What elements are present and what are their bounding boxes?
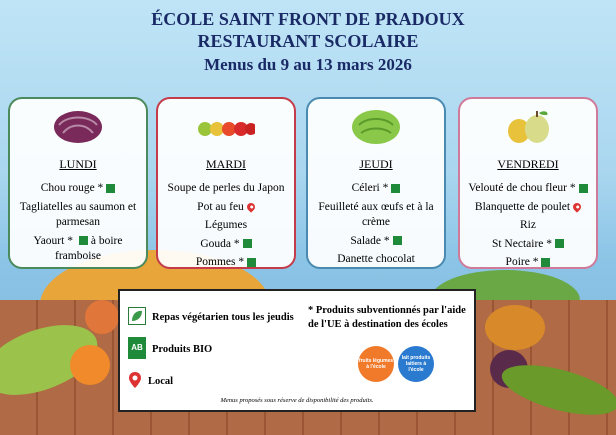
menu-items <box>308 181 444 271</box>
bio-icon <box>391 184 400 193</box>
bio-icon <box>247 258 256 267</box>
menu-item-text: Pommes * <box>195 256 245 268</box>
menu-items <box>10 181 146 268</box>
menu-items <box>158 181 294 274</box>
legend-bio: AB Produits BIO <box>128 337 212 362</box>
red-cabbage-icon <box>49 105 107 145</box>
bio-icon <box>579 184 588 193</box>
menu-item-text: Gouda * <box>200 237 240 250</box>
day-label: VENDREDI <box>497 157 559 171</box>
day-label: LUNDI <box>59 157 97 171</box>
bio-icon <box>106 184 115 193</box>
menu-item <box>158 255 294 271</box>
menu-item <box>460 181 596 197</box>
menu-item <box>10 234 146 265</box>
menu-item <box>158 218 294 234</box>
day-label: MARDI <box>205 157 246 171</box>
menu-item-text: Soupe de perles du Japon <box>167 182 285 194</box>
menu-dates: Menus du 9 au 13 mars 2026 <box>204 55 412 74</box>
bio-icon <box>393 236 402 245</box>
bio-icon <box>541 258 550 267</box>
peach-decoration <box>85 300 119 334</box>
menu-item <box>460 255 596 271</box>
location-pin-icon <box>245 201 256 212</box>
pears-icon <box>499 105 557 145</box>
leaf-icon <box>128 307 146 328</box>
menu-item-text: Velouté de chou fleur * <box>468 182 576 194</box>
legend-local: Local <box>128 371 173 392</box>
menu-item <box>308 234 444 250</box>
page-header <box>0 8 616 76</box>
menu-item-text: Légumes <box>204 219 248 231</box>
menu-item-text: Riz <box>520 219 536 231</box>
menu-item-text: Poire * <box>505 256 539 268</box>
menu-card-mardi <box>156 97 296 269</box>
menu-item <box>308 181 444 197</box>
menu-item <box>308 252 444 268</box>
menu-card-vendredi <box>458 97 598 269</box>
menu-card-lundi <box>8 97 148 269</box>
location-pin-icon <box>571 201 582 212</box>
orange-decoration <box>70 345 110 385</box>
availability-note: Menus proposés sous réserve de disponibilité des produits. <box>220 397 374 404</box>
bio-badge-text: AB <box>131 343 143 352</box>
subsidized-note: * Produits subventionnés par l'aide de l'UE à destination des écoles <box>308 305 466 330</box>
menu-item <box>460 218 596 234</box>
bio-icon <box>555 239 564 248</box>
day-label: JEUDI <box>359 157 393 171</box>
menu-item-text: Yaourt * <box>33 234 76 247</box>
location-pin-icon <box>128 371 142 392</box>
menu-item <box>158 237 294 253</box>
menu-items <box>460 181 596 274</box>
menu-item <box>158 181 294 197</box>
restaurant-title: RESTAURANT SCOLAIRE <box>197 31 419 51</box>
menu-item-text: Céleri * <box>351 182 389 194</box>
menu-item-text: Salade * <box>350 234 390 247</box>
menu-item <box>460 237 596 253</box>
bio-icon <box>128 337 146 362</box>
menu-item-text: Danette chocolat <box>337 253 415 265</box>
legend-box <box>118 289 476 412</box>
menu-item <box>158 200 294 216</box>
menu-item <box>10 181 146 197</box>
menu-item <box>10 200 146 231</box>
apples-icon <box>197 105 255 145</box>
bio-icon <box>79 236 88 245</box>
menu-item-text: St Nectaire * <box>491 237 553 250</box>
menu-item <box>308 200 444 231</box>
menu-item-text: Blanquette de poulet <box>474 200 571 213</box>
legend-vegetarian: Repas végétarien tous les jeudis <box>128 307 294 328</box>
pepper-decoration <box>485 305 545 350</box>
menu-item-text: Feuilleté aux œufs et à la crème <box>318 200 434 228</box>
menu-item-text: Chou rouge * <box>40 182 104 194</box>
menu-card-jeudi <box>306 97 446 269</box>
menu-item <box>460 200 596 216</box>
lettuce-icon <box>347 105 405 145</box>
menu-item-text: Pot au feu <box>197 200 244 213</box>
school-title: ÉCOLE SAINT FRONT DE PRADOUX <box>151 9 465 29</box>
menu-item-text-suffix: à boire framboise <box>55 234 123 262</box>
fruits-vegetables-logo: fruits légumes à l'école <box>358 346 394 382</box>
menu-item-text: Tagliatelles au saumon et parmesan <box>19 200 137 228</box>
bio-icon <box>243 239 252 248</box>
milk-products-logo: lait produits laitiers à l'école <box>398 346 434 382</box>
